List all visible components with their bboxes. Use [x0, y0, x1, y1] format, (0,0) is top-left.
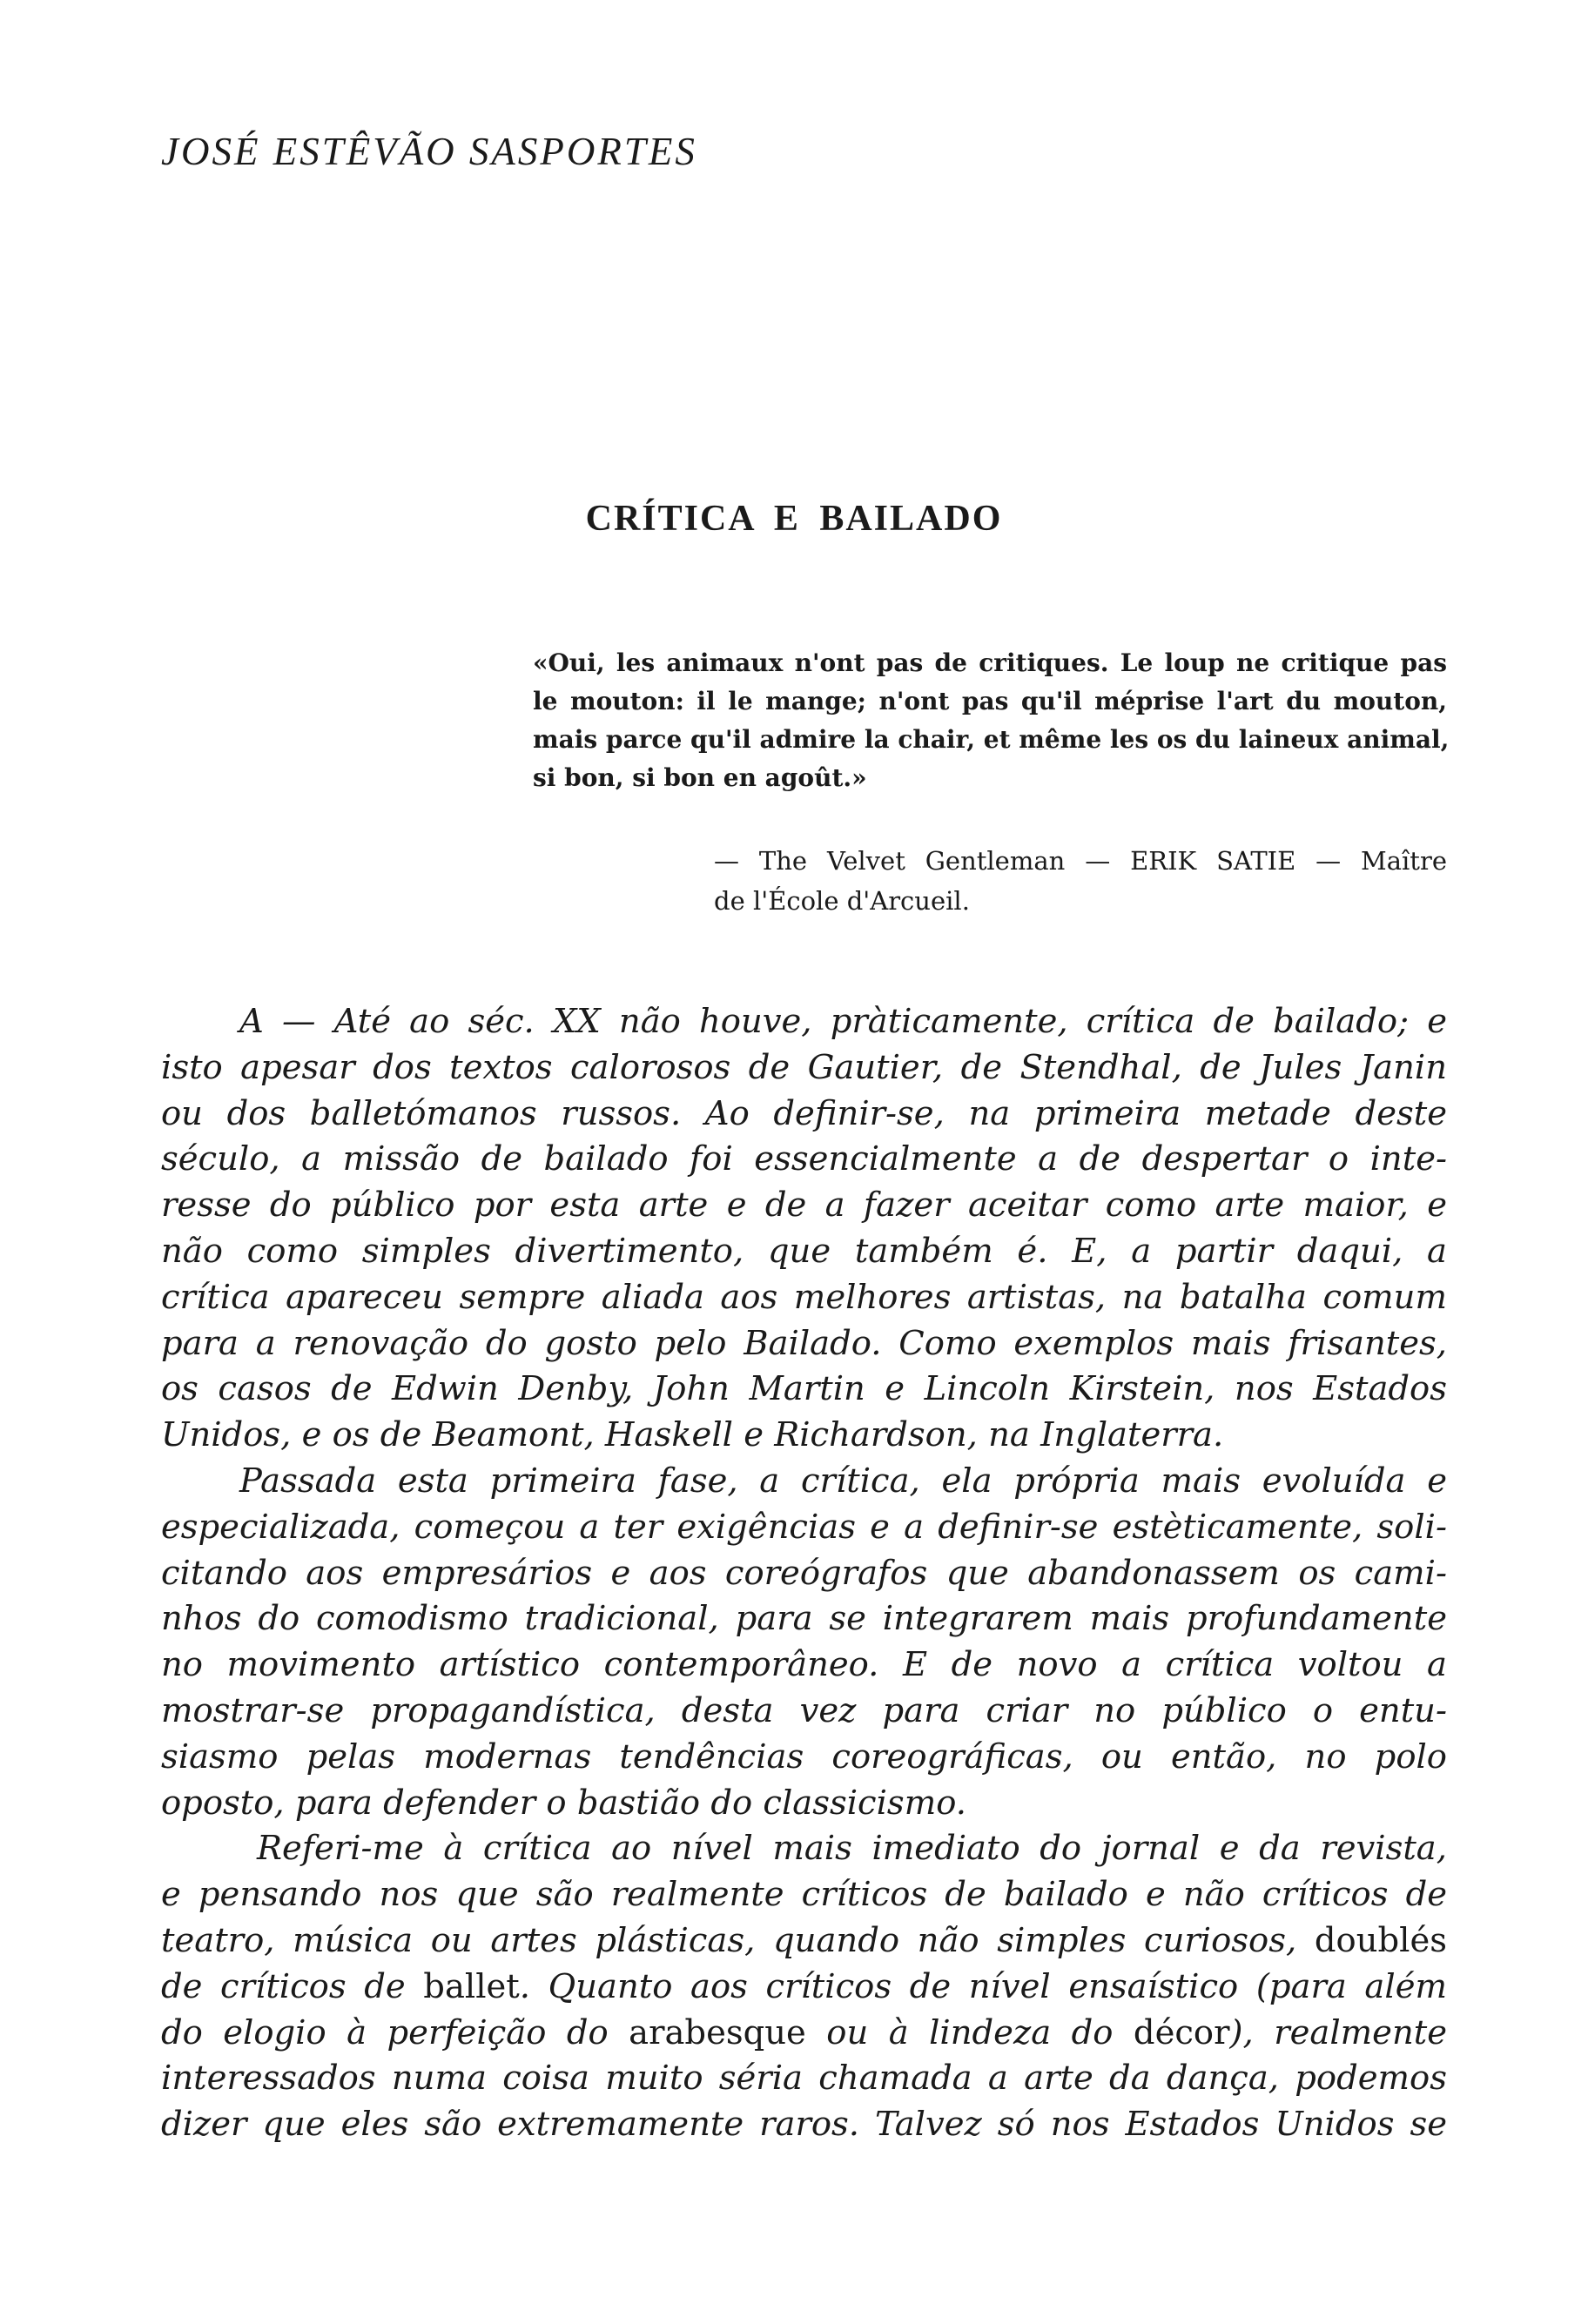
- body-line: Referi-me à crítica ao nível mais imediato do jornal e da revista,: [257, 1829, 1447, 1869]
- body-text-span: ou à lindeza do: [826, 2012, 1114, 2052]
- body-line: ou dos balletómanos russos. Ao definir-se, na primeira metade deste: [161, 1093, 1447, 1133]
- body-line: [161, 2011, 1447, 2057]
- body-text-span: . Quanto aos críticos de nível ensaístico (para além: [519, 1966, 1447, 2006]
- body-line: século, a missão de bailado foi essencialmente a de despertar o inte-: [161, 1139, 1447, 1179]
- running-header-author: JOSÉ ESTÊVÃO SASPORTES: [161, 130, 697, 173]
- epigraph-line: mais parce qu'il admire la chair, et même les os du laineux animal,: [533, 725, 1450, 754]
- body-line: crítica apareceu sempre aliada aos melhores artistas, na batalha comum: [161, 1277, 1447, 1317]
- body-line: os casos de Edwin Denby, John Martin e Lincoln Kirstein, nos Estados: [161, 1369, 1447, 1409]
- attribution-line: de l'École d'Arcueil.: [714, 886, 970, 916]
- epigraph-quote: [533, 644, 1450, 797]
- body-line: Passada esta primeira fase, a crítica, ela própria mais evoluída e: [239, 1461, 1447, 1501]
- body-line: Unidos, e os de Beamont, Haskell e Richardson, na Inglaterra.: [161, 1415, 1224, 1455]
- body-text-span: ), realmente: [1229, 2012, 1447, 2052]
- body-line: [161, 1965, 1447, 2011]
- epigraph-line: le mouton: il le mange; n'ont pas qu'il méprise l'art du mouton,: [533, 687, 1447, 715]
- body-text-span: doublés: [1314, 1920, 1447, 1960]
- body-text-span: teatro, música ou artes plásticas, quando não simples curiosos,: [161, 1920, 1297, 1960]
- epigraph-attribution: [714, 841, 1447, 921]
- epigraph-line: si bon, si bon en agoût.»: [533, 763, 867, 792]
- epigraph-line: «Oui, les animaux n'ont pas de critiques. Le loup ne critique pas: [533, 648, 1447, 677]
- article-title: CRÍTICA E BAILADO: [585, 499, 1003, 539]
- body-line: isto apesar dos textos calorosos de Gautier, de Stendhal, de Jules Janin: [161, 1047, 1447, 1087]
- body-line: siasmo pelas modernas tendências coreográficas, ou então, no polo: [161, 1736, 1447, 1777]
- body-line: nhos do comodismo tradicional, para se integrarem mais profundamente: [161, 1599, 1447, 1639]
- body-line: [161, 1918, 1447, 1965]
- body-line: citando aos empresários e aos coreógrafos que abandonassem os cami-: [161, 1553, 1447, 1593]
- body-line: interessados numa coisa muito séria chamada a arte da dança, podemos: [161, 2059, 1447, 2099]
- body-line: e pensando nos que são realmente críticos de bailado e não críticos de: [161, 1875, 1447, 1915]
- body-line: dizer que eles são extremamente raros. Talvez só nos Estados Unidos se: [161, 2105, 1447, 2145]
- body-line: especializada, começou a ter exigências e a definir-se estèticamente, soli-: [161, 1507, 1447, 1547]
- body-text-span: de críticos de: [161, 1966, 406, 2006]
- body-line: resse do público por esta arte e de a fazer aceitar como arte maior, e: [161, 1186, 1447, 1226]
- body-text-span: décor: [1133, 2012, 1230, 2052]
- attribution-line: — The Velvet Gentleman — ERIK SATIE — Maître: [714, 846, 1447, 876]
- body-text-span: arabesque: [629, 2012, 806, 2052]
- body-line: no movimento artístico contemporâneo. E de novo a crítica voltou a: [161, 1645, 1447, 1685]
- body-line: para a renovação do gosto pelo Bailado. Como exemplos mais frisantes,: [161, 1323, 1447, 1363]
- body-text-span: ballet: [423, 1966, 520, 2006]
- article-body: [161, 999, 1447, 2148]
- body-line: oposto, para defender o bastião do classicismo.: [161, 1783, 966, 1823]
- body-text-span: do elogio à perfeição do: [161, 2012, 609, 2052]
- body-line: não como simples divertimento, que também é. E, a partir daqui, a: [161, 1231, 1447, 1271]
- body-line: mostrar-se propagandística, desta vez para criar no público o entu-: [161, 1690, 1447, 1730]
- body-line: A — Até ao séc. XX não houve, pràticamente, crítica de bailado; e: [239, 1002, 1447, 1041]
